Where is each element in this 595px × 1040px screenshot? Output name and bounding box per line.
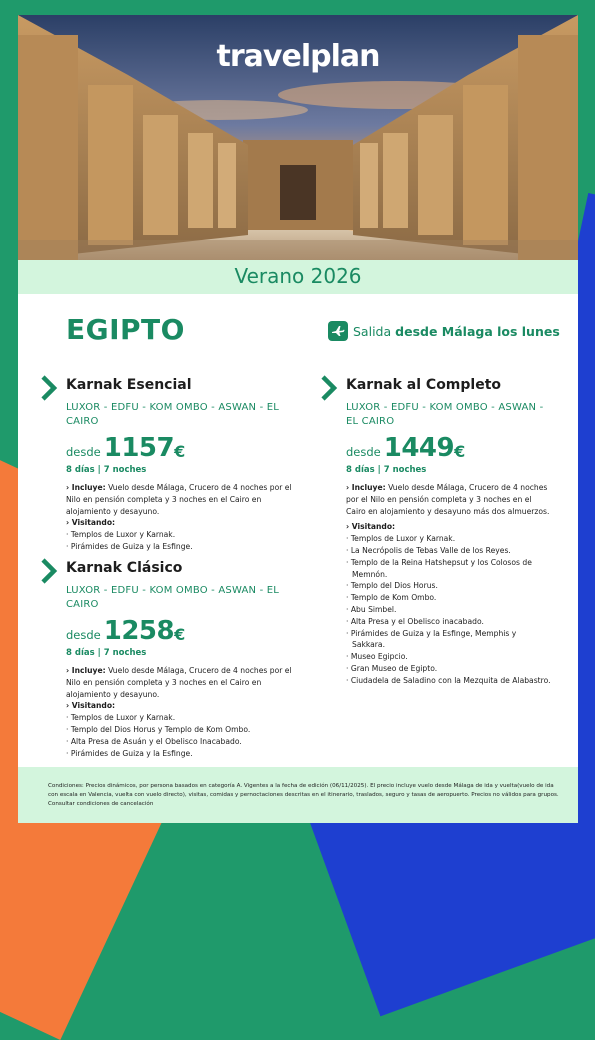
package-duration: 8 días | 7 noches	[346, 465, 427, 475]
price-amount: 1157	[103, 433, 175, 463]
price-currency: €	[174, 625, 186, 644]
package-card-karnak-esencial	[66, 377, 296, 553]
price-amount: 1258	[103, 616, 175, 646]
list-item: · Alta Presa de Asuán y el Obelisco Inacabado.	[66, 736, 296, 748]
chevron-right-icon	[40, 558, 58, 588]
visits-list	[66, 529, 296, 553]
package-duration: 8 días | 7 noches	[66, 648, 147, 658]
departure-info	[328, 321, 560, 341]
package-price	[66, 433, 296, 463]
season-label: Verano 2026	[234, 264, 362, 288]
package-includes: › Incluye: Vuelo desde Málaga, Crucero de 4 noches por el Nilo en pensión completa y 3 noches en el Cairo en alojamiento y desayuno más dos almuerzos.	[346, 483, 550, 516]
hero-image-karnak-temple	[18, 15, 578, 260]
price-amount: 1449	[383, 433, 455, 463]
brand-logo: travelplan	[216, 39, 380, 74]
package-card-karnak-al-completo	[346, 377, 551, 687]
destination-title: EGIPTO	[66, 313, 185, 346]
list-item: · Templos de Luxor y Karnak.	[66, 529, 296, 541]
list-item: · Templo del Dios Horus.	[346, 580, 551, 592]
package-includes: › Incluye: Vuelo desde Málaga, Crucero de 4 noches por el Nilo en pensión completa y 3 noches en el Cairo en alojamiento y desayuno.	[66, 483, 292, 516]
price-prefix: desde	[346, 445, 381, 459]
brochure-sheet	[18, 15, 578, 823]
package-price	[66, 616, 296, 646]
package-route: LUXOR - EDFU - KOM OMBO - ASWAN - EL CAIRO	[346, 402, 544, 427]
list-item: · La Necrópolis de Tebas Valle de los Reyes.	[346, 545, 551, 557]
list-item: · Templos de Luxor y Karnak.	[346, 533, 551, 545]
visits-list	[66, 712, 296, 759]
list-item: · Pirámides de Guiza y la Esfinge.	[66, 541, 296, 553]
chevron-right-icon	[40, 375, 58, 405]
package-price	[346, 433, 551, 463]
list-item: · Gran Museo de Egipto.	[346, 663, 551, 675]
list-item: · Museo Egipcio.	[346, 651, 551, 663]
package-route: LUXOR - EDFU - KOM OMBO - ASWAN - EL CAIRO	[66, 402, 280, 427]
package-route: LUXOR - EDFU - KOM OMBO - ASWAN - EL CAIRO	[66, 585, 280, 610]
package-duration: 8 días | 7 noches	[66, 465, 147, 475]
conditions-box	[18, 767, 578, 823]
departure-emphasis: desde Málaga los lunes	[395, 323, 560, 339]
price-prefix: desde	[66, 628, 101, 642]
list-item: · Templo de la Reina Hatshepsut y los Colosos de Memnón.	[346, 557, 551, 581]
season-band	[18, 260, 578, 294]
list-item: · Ciudadela de Saladino con la Mezquita de Alabastro.	[346, 675, 551, 687]
price-currency: €	[454, 442, 466, 461]
list-item: · Pirámides de Guiza y la Esfinge, Memphis y Sakkara.	[346, 628, 551, 652]
price-prefix: desde	[66, 445, 101, 459]
visits-label: › Visitando:	[66, 701, 116, 711]
package-includes: › Incluye: Vuelo desde Málaga, Crucero de 4 noches por el Nilo en pensión completa y 3 noches en el Cairo en alojamiento y desayuno.	[66, 666, 292, 699]
package-name: Karnak Clásico	[66, 560, 183, 576]
visits-list	[346, 533, 551, 686]
conditions-text: Condiciones: Precios dinámicos, por persona basados en categoría A. Vigentes a la fecha de edición (06/11/2025). El precio incluye vuelo desde Málaga de ida y vuelta(vuelo de ida con escala en Valencia, vuelta con vuelo directo), visitas, comidas y pernoctaciones descritas en el itinerario, traslados, seguro y tasas de aeropuerto. Precios no válidos para grupos. Consultar condiciones de cancelación	[48, 783, 559, 807]
list-item: · Pirámides de Guiza y la Esfinge.	[66, 748, 296, 760]
package-card-karnak-clasico	[66, 560, 296, 759]
list-item: · Templo de Kom Ombo.	[346, 592, 551, 604]
list-item: · Abu Simbel.	[346, 604, 551, 616]
list-item: · Alta Presa y el Obelisco inacabado.	[346, 616, 551, 628]
package-name: Karnak al Completo	[346, 377, 502, 393]
plane-icon	[328, 321, 348, 341]
visits-label: › Visitando:	[66, 518, 116, 528]
list-item: · Templos de Luxor y Karnak.	[66, 712, 296, 724]
chevron-right-icon	[320, 375, 338, 405]
price-currency: €	[174, 442, 186, 461]
departure-prefix: Salida	[353, 323, 392, 339]
visits-label: › Visitando:	[346, 522, 396, 532]
list-item: · Templo del Dios Horus y Templo de Kom Ombo.	[66, 724, 296, 736]
package-name: Karnak Esencial	[66, 377, 192, 393]
